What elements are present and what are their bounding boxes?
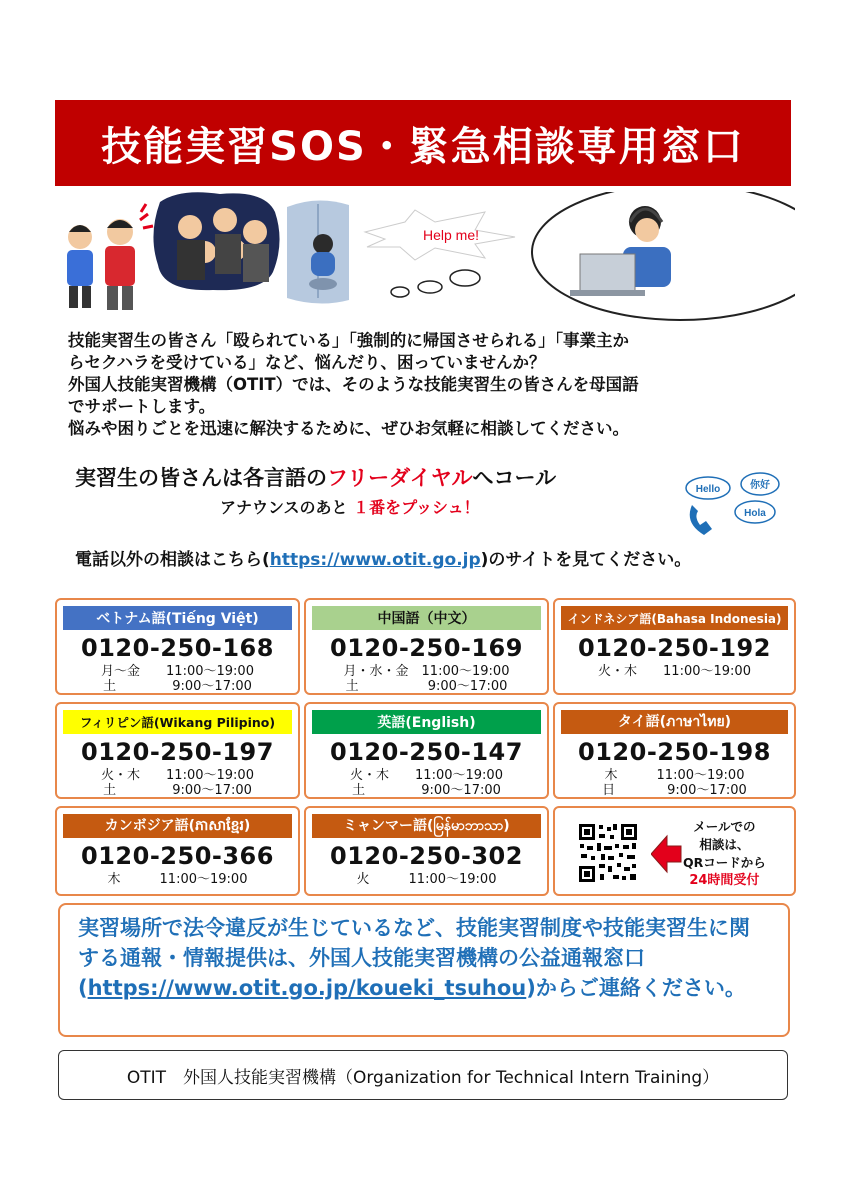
qr-card [553,806,796,896]
hotline-card-chinese [304,598,549,695]
service-hours: 月～金 11:00～19:00 土 9:00～17:00 [101,664,254,694]
call-suffix: へコール [472,466,557,490]
language-label: 中国語（中文） [312,606,541,630]
qr-caption [683,818,766,890]
fighting-people-icon [67,204,153,310]
operator-icon [532,192,795,320]
thought-bubbles-icon [391,270,480,297]
web-info [75,545,691,570]
push-suffix: 番をプッシュ！ [369,498,480,517]
call-heading [75,462,556,492]
freedial-highlight: フリーダイヤル [327,466,473,490]
qr-line-4: 24時間受付 [689,873,760,888]
arrow-left-icon [651,834,683,874]
koueki-link[interactable]: https://www.otit.go.jp/koueki_tsuhou [87,976,527,1000]
notice-suffix: )からご連絡ください。 [526,976,746,1000]
language-label: インドネシア語(Bahasa Indonesia) [561,606,788,630]
phone-number[interactable]: 0120-250-302 [330,842,523,870]
hotline-card-thai [553,702,796,799]
bubble-hola: Hola [744,508,766,519]
title-banner [55,100,791,186]
phone-number[interactable]: 0120-250-197 [81,738,274,766]
phone-number[interactable]: 0120-250-198 [578,738,771,766]
service-hours: 火・木 11:00～19:00 土 9:00～17:00 [101,768,254,798]
phone-number[interactable]: 0120-250-169 [330,634,523,662]
notice-text: 実習場所で法令違反が生じているなど、技能実習制度や技能実習生に関する通報・情報提供は、外国人技能実習機構の公益通報窓口( [78,916,750,1000]
service-hours: 火・木 11:00～19:00 土 9:00～17:00 [350,768,503,798]
phone-number[interactable]: 0120-250-366 [81,842,274,870]
qr-line-1: メールでの [693,819,756,834]
service-hours: 月・水・金 11:00～19:00 土 9:00～17:00 [343,664,510,694]
push-prefix: アナウンスのあと [220,498,348,517]
phone-number[interactable]: 0120-250-147 [330,738,523,766]
hotline-card-english [304,702,549,799]
intro-line-1: 技能実習生の皆さん「殴られている」「強制的に帰国させられる」「事業主か らセクハラを受けている」など、悩んだり、困っていませんか？ [68,331,629,372]
header-illustration [55,192,795,322]
qr-code-icon[interactable] [577,822,639,884]
language-label: カンボジア語(ភាសាខ្មែរ) [63,814,292,838]
angry-group-icon [153,192,279,290]
language-bubbles [680,470,800,540]
otit-website-link[interactable]: https://www.otit.go.jp [269,550,481,570]
hotline-card-filipino [55,702,300,799]
bubble-nihao: 你好 [750,480,770,491]
call-prefix: 実習生の皆さんは各言語の [75,466,327,490]
footer [58,1050,788,1100]
service-hours: 木 11:00～19:00 日 9:00～17:00 [602,768,747,798]
intro-line-3: 悩みや困りごとを迅速に解決するために、ぜひお気軽に相談してください。 [68,419,629,438]
hotline-card-myanmar [304,806,549,896]
whistleblowing-notice [58,903,790,1037]
service-hours: 火 11:00～19:00 [356,872,497,887]
language-label: 英語(English) [312,710,541,734]
language-label: フィリピン語(Wikang Pilipino) [63,710,292,734]
phone-number[interactable]: 0120-250-168 [81,634,274,662]
phone-icon [690,505,712,535]
intro-line-2: 外国人技能実習機構（OTIT）では、そのような技能実習生の皆さんを母国語 でサポートします。 [68,375,639,416]
service-hours: 木 11:00～19:00 [107,872,248,887]
qr-line-2: 相談は、 [699,837,750,852]
push-instruction [220,495,480,518]
page-title: 技能実習SOS・緊急相談専用窓口 [101,123,745,170]
sad-person-icon [287,200,349,303]
qr-line-3: QRコードから [683,855,766,870]
intro-text [68,330,788,440]
language-label: タイ語(ภาษาไทย) [561,710,788,734]
push-number: １ [353,498,370,517]
phone-number[interactable]: 0120-250-192 [578,634,771,662]
hotline-card-indonesian [553,598,796,695]
hotline-card-cambodian [55,806,300,896]
language-label: ミャンマー語(မြန်မာဘာသာ) [312,814,541,838]
bubble-hello: Hello [695,484,721,495]
help-text: Help me! [423,227,480,243]
web-suffix: )のサイトを見てください。 [480,550,692,570]
language-label: ベトナム語(Tiếng Việt) [63,606,292,630]
hotline-card-vietnamese [55,598,300,695]
service-hours: 火・木 11:00～19:00 [598,664,751,679]
footer-text: OTIT 外国人技能実習機構（Organization for Technical Intern Training） [126,1067,720,1088]
web-prefix: 電話以外の相談はこちら( [75,550,270,570]
